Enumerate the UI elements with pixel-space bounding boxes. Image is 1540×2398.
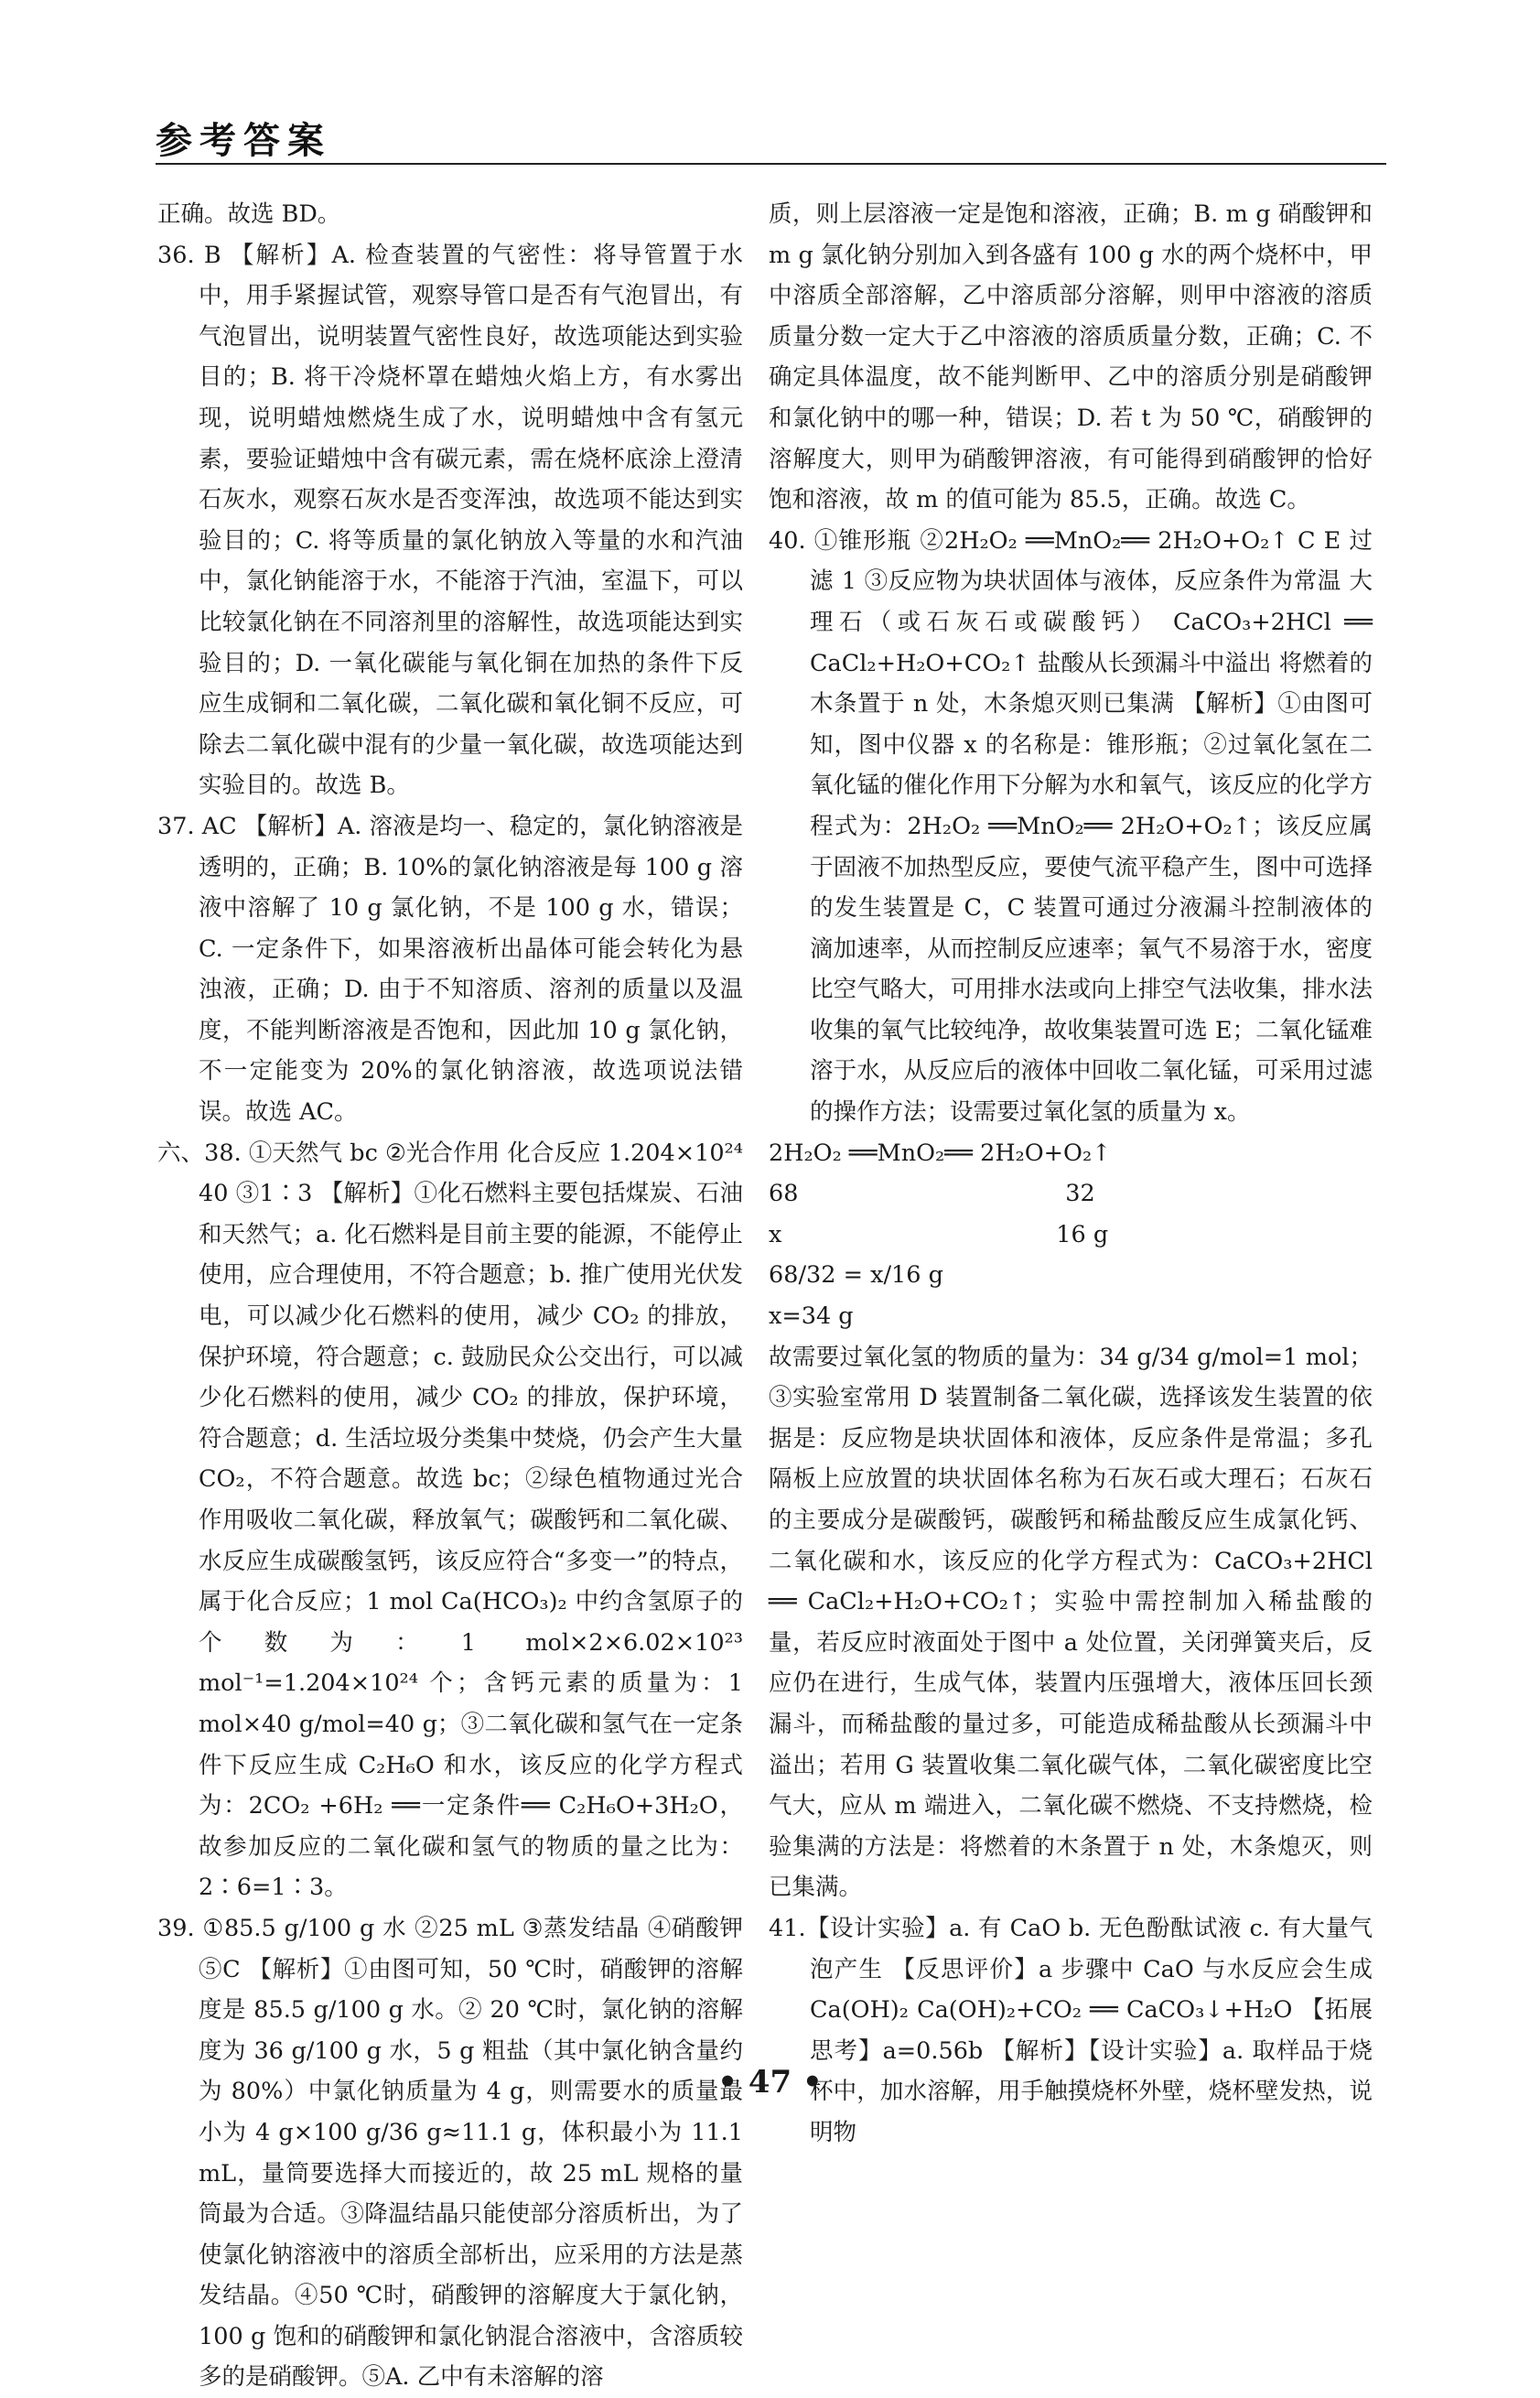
answer-40-continued: 故需要过氧化氢的物质的量为：34 g/34 g/mol=1 mol；③实验室常用 D 装置制备二氧化碳，选择该发生装置的依据是：反应物是块状固体和液体，反应条件是常温；多孔隔板上应放置的块状固体名称为石灰石或大理石；石灰石的主要成分是碳酸钙，碳酸钙和稀盐酸反应生成氯化钙、二氧化碳和水，该反应的化学方程式为：CaCO₃+2HCl ══ CaCl₂+H₂O+CO₂↑；实验中需控制加入稀盐酸的量，若反应时液面处于图中 a 处位置，关闭弹簧夹后，反应仍在进行，生成气体，装置内压强增大，液体压回长颈漏斗，而稀盐酸的量过多，可能造成稀盐酸从长颈漏斗中溢出；若用 G 装置收集二氧化碳气体，二氧化碳密度比空气大，应从 m 端进入，二氧化碳不燃烧、不支持燃烧，检验集满的方法是：将燃着的木条置于 n 处，木条熄灭，则已集满。 [769, 1343, 1373, 1902]
calc-result: x=34 g [769, 1302, 854, 1331]
answer-39-continued: 质，则上层溶液一定是饱和溶液，正确；B. m g 硝酸钾和 m g 氯化钠分别加入到各盛有 100 g 水的两个烧杯中，甲中溶质全部溶解，乙中溶质部分溶解，则甲中溶液的溶质质量分数一定大于乙中溶液的溶质质量分数，正确；C. 不确定具体温度，故不能判断甲、乙中的溶质分别是硝酸钾和氯化钠中的哪一种，错误；D. 若 t 为 50 ℃，硝酸钾的溶解度大，则甲为硝酸钾溶液，有可能得到硝酸钾的恰好饱和溶液，故 m 的值可能为 85.5，正确。故选 C。 [769, 200, 1373, 514]
answer-35-end: 正确。故选 BD。 [157, 200, 341, 228]
answer-39: 39. ①85.5 g/100 g 水 ②25 mL ③蒸发结晶 ④硝酸钾 ⑤C 【解析】①由图可知，50 ℃时，硝酸钾的溶解度是 85.5 g/100 g 水。② 20 ℃时，氯化钠的溶解度为 36 g/100 g 水，5 g 粗盐（其中氯化钠含量约为 80%）中氯化钠质量为 4 g，则需要水的质量最小为 4 g×100 g/36 g≈11.1 g，体积最小为 11.1 mL，量筒要选择大而接近的，故 25 mL 规格的量筒最为合适。③降温结晶只能使部分溶质析出，为了使氯化钠溶液中的溶质全部析出，应采用的方法是蒸发结晶。④50 ℃时，硝酸钾的溶解度大于氯化钠，100 g 饱和的硝酸钾和氯化钠混合溶液中，含溶质较多的是硝酸钾。⑤A. 乙中有未溶解的溶 [157, 1914, 743, 2392]
answer-37: 37. AC 【解析】A. 溶液是均一、稳定的，氯化钠溶液是透明的，正确；B. 10%的氯化钠溶液是每 100 g 溶液中溶解了 10 g 氯化钠，不是 100 g 水，错误；C. 一定条件下，如果溶液析出晶体可能会转化为悬浊液，正确；D. 由于不知溶质、溶剂的质量以及温度，不能判断溶液是否饱和，因此加 10 g 氯化钠，不一定能变为 20%的氯化钠溶液，故选项说法错误。故选 AC。 [157, 812, 743, 1127]
right-column [769, 194, 1373, 2154]
answer-38: 六、38. ①天然气 bc ②光合作用 化合反应 1.204×10²⁴ 40 ③1∶3 【解析】①化石燃料主要包括煤炭、石油和天然气；a. 化石燃料是目前主要的能源，不能停止使用，应合理使用，不符合题意；b. 推广使用光伏发电，可以减少化石燃料的使用，减少 CO₂ 的排放，保护环境，符合题意；c. 鼓励民众公交出行，可以减少化石燃料的使用，减少 CO₂ 的排放，保护环境，符合题意；d. 生活垃圾分类集中焚烧，仍会产生大量 CO₂，不符合题意。故选 bc；②绿色植物通过光合作用吸收二氧化碳，释放氧气；碳酸钙和二氧化碳、水反应生成碳酸氢钙，该反应符合“多变一”的特点，属于化合反应；1 mol Ca(HCO₃)₂ 中约含氢原子的个数为：1 mol×2×6.02×10²³ mol⁻¹=1.204×10²⁴ 个；含钙元素的质量为：1 mol×40 g/mol=40 g；③二氧化碳和氢气在一定条件下反应生成 C₂H₆O 和水，该反应的化学方程式为：2CO₂ +6H₂ ══一定条件══ C₂H₆O+3H₂O，故参加反应的二氧化碳和氢气的物质的量之比为：2∶6=1∶3。 [157, 1139, 743, 1902]
page-number: • 47 • [717, 2064, 823, 2101]
answer-36: 36. B 【解析】A. 检查装置的气密性：将导管置于水中，用手紧握试管，观察导管口是否有气泡冒出，有气泡冒出，说明装置气密性良好，故选项能达到实验目的；B. 将干冷烧杯罩在蜡烛火焰上方，有水雾出现，说明蜡烛燃烧生成了水，说明蜡烛中含有氢元素，要验证蜡烛中含有碳元素，需在烧杯底涂上澄清石灰水，观察石灰水是否变浑浊，故选项不能达到实验目的；C. 将等质量的氯化钠放入等量的水和汽油中，氯化钠能溶于水，不能溶于汽油，室温下，可以比较氯化钠在不同溶剂里的溶解性，故选项能达到实验目的；D. 一氧化碳能与氧化铜在加热的条件下反应生成铜和二氧化碳，二氧化碳和氧化铜不反应，可除去二氧化碳中混有的少量一氧化碳，故选项能达到实验目的。故选 B。 [157, 241, 743, 800]
calc-equation: 2H₂O₂ ══MnO₂══ 2H₂O+O₂↑ [769, 1139, 1112, 1167]
calc-mass-ratio-line: 68 32 [769, 1180, 1095, 1208]
calc-unknown-line: x 16 g [769, 1220, 1109, 1248]
page-header-title: 参考答案 [156, 120, 331, 162]
header-divider [156, 163, 1386, 165]
calc-proportion: 68/32 = x/16 g [769, 1261, 943, 1290]
answer-40: 40. ①锥形瓶 ②2H₂O₂ ══MnO₂══ 2H₂O+O₂↑ C E 过滤 1 ③反应物为块状固体与液体，反应条件为常温 大理石（或石灰石或碳酸钙） CaCO₃+2HCl ══ CaCl₂+H₂O+CO₂↑ 盐酸从长颈漏斗中溢出 将燃着的木条置于 n 处，木条熄灭则已集满 【解析】①由图可知，图中仪器 x 的名称是：锥形瓶；②过氧化氢在二氧化锰的催化作用下分解为水和氧气，该反应的化学方程式为：2H₂O₂ ══MnO₂══ 2H₂O+O₂↑；该反应属于固液不加热型反应，要使气流平稳产生，图中可选择的发生装置是 C，C 装置可通过分液漏斗控制液体的滴加速率，从而控制反应速率；氧气不易溶于水，密度比空气略大，可用排水法或向上排空气法收集，排水法收集的氧气比较纯净，故收集装置可选 E；二氧化锰难溶于水，从反应后的液体中回收二氧化锰，可采用过滤的操作方法；设需要过氧化氢的质量为 x。 [769, 526, 1373, 1127]
answer-41: 41.【设计实验】a. 有 CaO b. 无色酚酞试液 c. 有大量气泡产生 【反思评价】a 步骤中 CaO 与水反应会生成 Ca(OH)₂ Ca(OH)₂+CO₂ ══ CaCO₃↓+H₂O 【拓展思考】a=0.56b 【解析】【设计实验】a. 取样品于烧杯中，加水溶解，用手触摸烧杯外壁，烧杯壁发热，说明物 [769, 1914, 1373, 2146]
